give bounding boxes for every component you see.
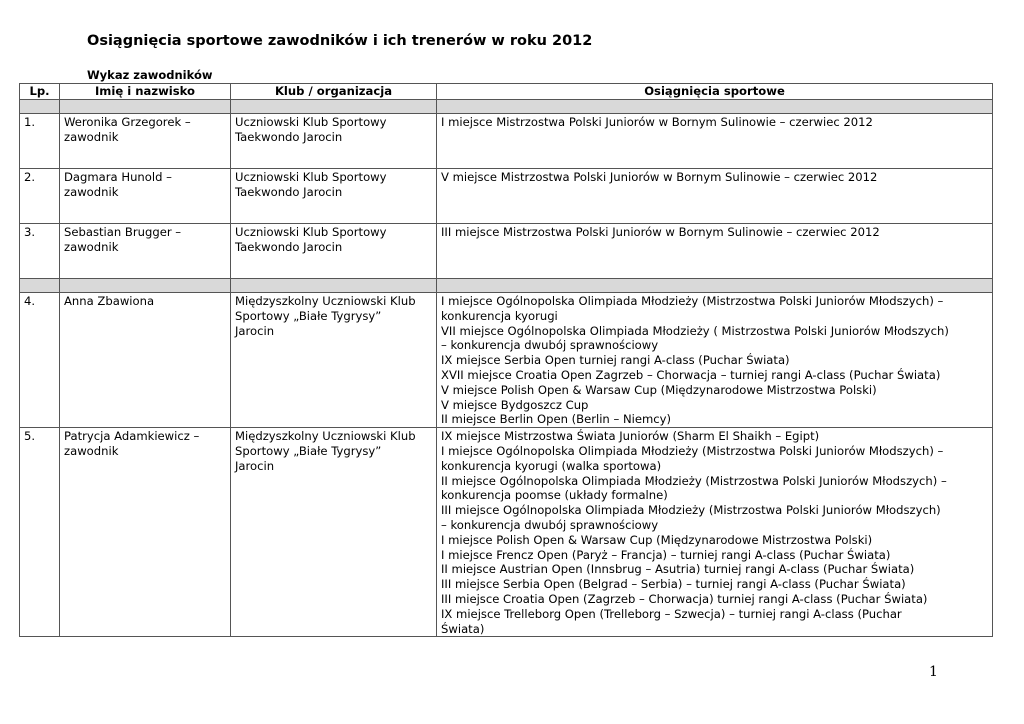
row-club <box>231 428 437 637</box>
row-achievements <box>437 224 993 279</box>
header-name: Imię i nazwisko <box>60 84 231 100</box>
name-line: Anna Zbawiona <box>64 294 155 308</box>
club-line: Sportowy „Białe Tygrysy” <box>235 443 382 458</box>
achievement-line: II miejsce Ogólnopolska Olimpiada Młodzieży (Mistrzostwa Polski Juniorów Młodszych) – <box>441 473 947 488</box>
page-number: 1 <box>929 664 938 680</box>
club-line: Jarocin <box>235 323 275 338</box>
achievement-line: IX miejsce Mistrzostwa Świata Juniorów (Sharm El Shaikh – Egipt) <box>441 429 820 444</box>
name-line: zawodnik <box>64 443 119 458</box>
achievement-line: konkurencja kyorugi (walka sportowa) <box>441 458 662 473</box>
separator-row <box>20 279 993 293</box>
name-line: Patrycja Adamkiewicz – <box>64 429 200 444</box>
achievement-line: V miejsce Polish Open & Warsaw Cup (Międzynarodowe Mistrzostwa Polski) <box>441 382 877 397</box>
row-name <box>60 114 231 169</box>
club-line: Jarocin <box>235 458 275 473</box>
table-row <box>20 169 993 224</box>
club-line: Taekwondo Jarocin <box>235 184 343 199</box>
club-line: Uczniowski Klub Sportowy <box>235 115 387 129</box>
achievement-line: – konkurencja dwubój sprawnościowy <box>441 338 659 353</box>
achievement-line: IX miejsce Trelleborg Open (Trelleborg – Szwecja) – turniej rangi A-class (Puchar <box>441 606 902 621</box>
achievement-line: IX miejsce Serbia Open turniej rangi A-class (Puchar Świata) <box>441 353 790 368</box>
row-club <box>231 114 437 169</box>
achievement-line: II miejsce Austrian Open (Innsbrug – Asutria) turniej rangi A-class (Puchar Świata) <box>441 562 915 577</box>
table-row <box>20 114 993 169</box>
name-line: Dagmara Hunold – <box>64 170 172 184</box>
row-lp: 2. <box>20 169 60 224</box>
table-header-row <box>20 84 993 100</box>
table-row <box>20 428 993 637</box>
achievement-line: III miejsce Serbia Open (Belgrad – Serbia) – turniej rangi A-class (Puchar Świata) <box>441 577 906 592</box>
row-achievements <box>437 114 993 169</box>
header-achievements: Osiągnięcia sportowe <box>437 84 993 100</box>
table-row <box>20 293 993 428</box>
achievement-line: konkurencja poomse (układy formalne) <box>441 488 668 503</box>
club-line: Taekwondo Jarocin <box>235 129 343 144</box>
club-line: Uczniowski Klub Sportowy <box>235 170 387 184</box>
row-achievements <box>437 428 993 637</box>
club-line: Międzyszkolny Uczniowski Klub <box>235 429 416 444</box>
row-lp: 5. <box>20 428 60 637</box>
name-line: zawodnik <box>64 129 119 144</box>
row-club <box>231 224 437 279</box>
separator-row <box>20 100 993 114</box>
achievement-line: III miejsce Croatia Open (Zagrzeb – Chorwacja) turniej rangi A-class (Puchar Świata) <box>441 591 928 606</box>
row-name <box>60 428 231 637</box>
achievement-line: I miejsce Mistrzostwa Polski Juniorów w Bornym Sulinowie – czerwiec 2012 <box>441 115 873 129</box>
club-line: Międzyszkolny Uczniowski Klub <box>235 294 416 308</box>
header-lp: Lp. <box>20 84 60 100</box>
name-line: Sebastian Brugger – <box>64 225 182 239</box>
row-achievements <box>437 169 993 224</box>
table-row <box>20 224 993 279</box>
achievement-line: I miejsce Ogólnopolska Olimpiada Młodzieży (Mistrzostwa Polski Juniorów Młodszych) – <box>441 294 944 308</box>
achievement-line: I miejsce Ogólnopolska Olimpiada Młodzieży (Mistrzostwa Polski Juniorów Młodszych) – <box>441 443 944 458</box>
athletes-table <box>19 83 993 637</box>
name-line: zawodnik <box>64 239 119 254</box>
club-line: Taekwondo Jarocin <box>235 239 343 254</box>
achievement-line: I miejsce Frencz Open (Paryż – Francja) – turniej rangi A-class (Puchar Świata) <box>441 547 891 562</box>
section-subtitle: Wykaz zawodników <box>87 68 213 82</box>
name-line: Weronika Grzegorek – <box>64 115 191 129</box>
row-lp: 1. <box>20 114 60 169</box>
achievement-line: V miejsce Bydgoszcz Cup <box>441 397 589 412</box>
row-achievements <box>437 293 993 428</box>
achievement-line: VII miejsce Ogólnopolska Olimpiada Młodzieży ( Mistrzostwa Polski Juniorów Młodszych) <box>441 323 949 338</box>
achievement-line: V miejsce Mistrzostwa Polski Juniorów w Bornym Sulinowie – czerwiec 2012 <box>441 170 878 184</box>
row-club <box>231 293 437 428</box>
club-line: Sportowy „Białe Tygrysy” <box>235 308 382 323</box>
achievement-line: Świata) <box>441 621 485 636</box>
achievement-line: I miejsce Polish Open & Warsaw Cup (Międzynarodowe Mistrzostwa Polski) <box>441 532 873 547</box>
achievement-line: – konkurencja dwubój sprawnościowy <box>441 517 659 532</box>
header-club: Klub / organizacja <box>231 84 437 100</box>
achievement-line: III miejsce Mistrzostwa Polski Juniorów w Bornym Sulinowie – czerwiec 2012 <box>441 225 880 239</box>
row-lp: 3. <box>20 224 60 279</box>
row-lp: 4. <box>20 293 60 428</box>
club-line: Uczniowski Klub Sportowy <box>235 225 387 239</box>
achievement-line: II miejsce Berlin Open (Berlin – Niemcy) <box>441 412 672 427</box>
row-name <box>60 169 231 224</box>
achievement-line: konkurencja kyorugi <box>441 308 558 323</box>
row-name <box>60 224 231 279</box>
achievement-line: XVII miejsce Croatia Open Zagrzeb – Chorwacja – turniej rangi A-class (Puchar Świata) <box>441 367 941 382</box>
name-line: zawodnik <box>64 184 119 199</box>
document-title: Osiągnięcia sportowe zawodników i ich trenerów w roku 2012 <box>87 33 593 49</box>
row-club <box>231 169 437 224</box>
row-name <box>60 293 231 428</box>
achievement-line: III miejsce Ogólnopolska Olimpiada Młodzieży (Mistrzostwa Polski Juniorów Młodszych) <box>441 503 941 518</box>
